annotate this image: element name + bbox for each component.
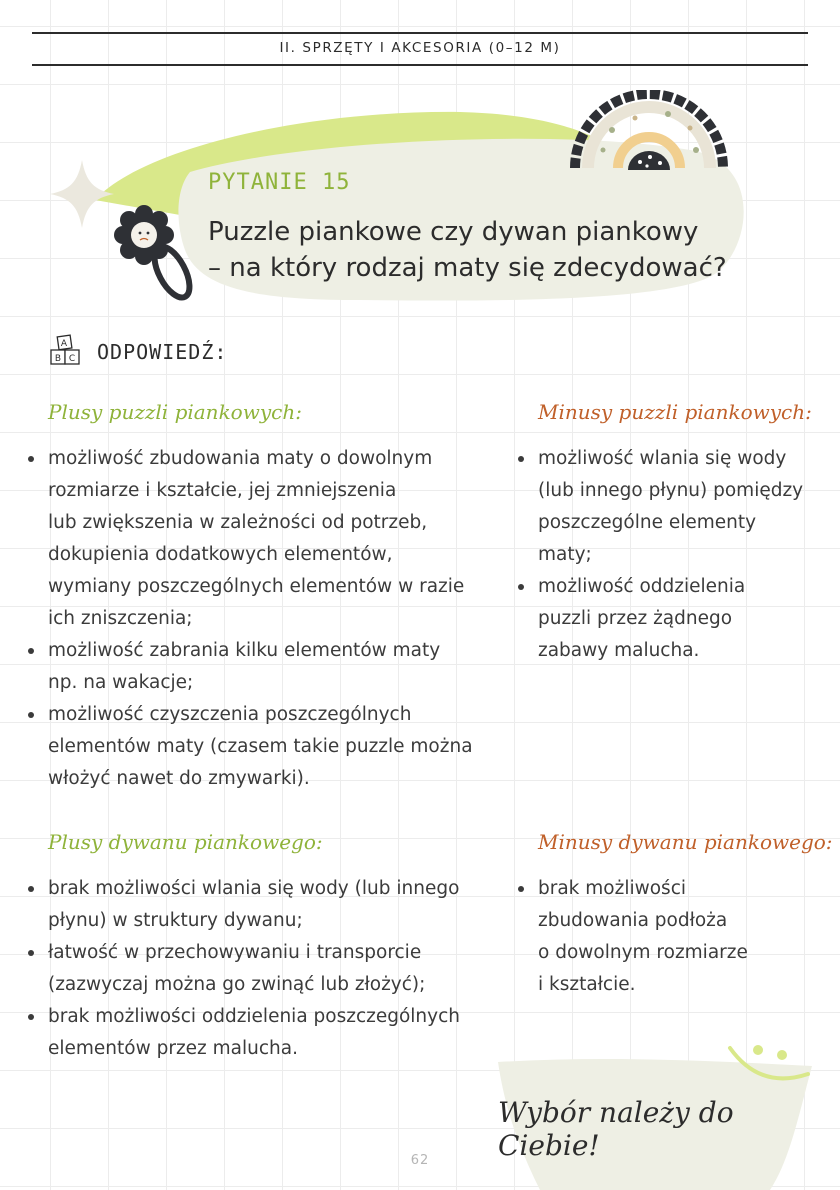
list-minusy-dywanu <box>514 873 814 1001</box>
heading-plusy-puzzli: Plusy puzzli piankowych: <box>48 400 302 424</box>
list-item: łatwość w przechowywaniu i transporcie (zazwyczaj można go zwinąć lub złożyć); <box>24 937 494 1001</box>
heading-plusy-dywanu: Plusy dywanu piankowego: <box>48 830 323 854</box>
sparkle-icon <box>50 160 114 228</box>
question-label: PYTANIE 15 <box>208 170 351 195</box>
list-item: możliwość czyszczenia poszczególnych elementów maty (czasem takie puzzle można włożyć nawet do zmywarki). <box>24 699 494 795</box>
closing-statement: Wybór należy do Ciebie! <box>498 1096 734 1162</box>
heading-minusy-dywanu: Minusy dywanu piankowego: <box>538 830 833 854</box>
header-rule-bottom <box>32 64 808 66</box>
heading-minusy-puzzli: Minusy puzzli piankowych: <box>538 400 812 424</box>
list-item: możliwość oddzielenia puzzli przez żądnego zabawy malucha. <box>514 571 814 667</box>
list-item: brak możliwości zbudowania podłoża o dowolnym rozmiarze i kształcie. <box>514 873 814 1001</box>
list-item: możliwość wlania się wody (lub innego płynu) pomiędzy poszczególne elementy maty; <box>514 443 814 571</box>
block-letter-b: B <box>54 354 62 364</box>
list-item: brak możliwości wlania się wody (lub innego płynu) w struktury dywanu; <box>24 873 494 937</box>
list-minusy-puzzli <box>514 443 814 667</box>
list-item: możliwość zbudowania maty o dowolnym rozmiarze i kształcie, jej zmniejszenia lub zwiększenia w zależności od potrzeb, dokupienia dodatkowych elementów, wymiany poszczególnych elementów w razie ich zniszczenia; <box>24 443 494 635</box>
list-plusy-puzzli <box>24 443 494 795</box>
list-item: brak możliwości oddzielenia poszczególnych elementów przez malucha. <box>24 1001 494 1065</box>
answer-label: ODPOWIEDŹ: <box>97 340 228 364</box>
block-letter-c: C <box>68 354 76 364</box>
header-rule-top <box>32 32 808 34</box>
list-plusy-dywanu <box>24 873 494 1065</box>
list-item: możliwość zabrania kilku elementów maty np. na wakacje; <box>24 635 494 699</box>
abc-blocks-icon <box>48 334 84 368</box>
block-letter-a: A <box>60 339 68 349</box>
page-number: 62 <box>410 1153 430 1168</box>
section-header: II. SPRZĘTY I AKCESORIA (0–12 M) <box>279 40 561 56</box>
question-title: Puzzle piankowe czy dywan piankowy – na który rodzaj maty się zdecydować? <box>208 217 727 283</box>
